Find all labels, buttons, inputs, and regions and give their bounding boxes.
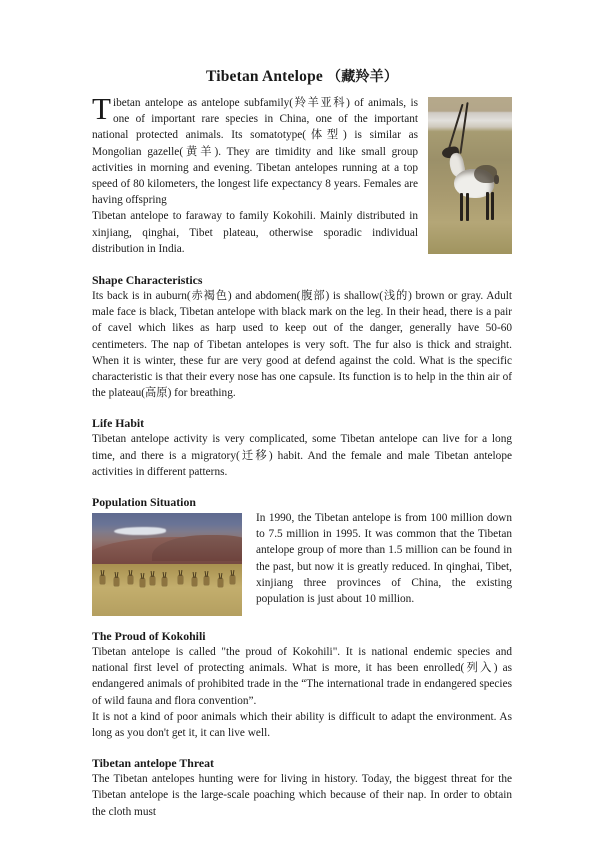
herd-antelope xyxy=(162,577,167,586)
intro-paragraph-2: Tibetan antelope to faraway to family Kokohili. Mainly distributed in xinjiang, qinghai, Tibet plateau, otherwise sporadic individual distribution in India. xyxy=(92,210,418,255)
herd-antelope xyxy=(128,575,133,584)
antelope-leg xyxy=(466,193,469,221)
section-paragraph-population-situation: In 1990, the Tibetan antelope is from 100 million down to 7.5 million in 1995. It was common that the Tibetan antelope group of more than 1.5 million can be found in the past, but now it is greatly reduced. In qinghai, Tibet, xinjiang three provinces of China, the existing population is just about 10 million. xyxy=(256,512,512,606)
herd-antelope xyxy=(230,575,235,584)
herd-antelope xyxy=(114,577,119,586)
section-heading-tibetan-antelope-threat: Tibetan antelope Threat xyxy=(92,756,214,771)
page-title xyxy=(92,66,512,86)
section-paragraph-tibetan-antelope-threat: The Tibetan antelopes hunting were for living in history. Today, the biggest threat for the Tibetan antelope is the large-scale poaching which because of their nap. In order to obtain the cloth must xyxy=(92,773,512,818)
page-title-english: Tibetan Antelope xyxy=(205,68,323,85)
section-paragraph-life-habit: Tibetan antelope activity is very complicated, some Tibetan antelope can live for a long time, and there is a migratory(迁移) habit. And the female and male Tibetan antelope activities in different patterns. xyxy=(92,433,512,478)
herd-antelope xyxy=(100,575,105,584)
herd-antelope xyxy=(140,578,145,587)
section-paragraph-proud-of-kokohili-1: Tibetan antelope is called "the proud of Kokohili". It is national endemic species and national first level of protecting animals. What is more, it has been enrolled(列入) as endangered animals of prohibited trade in the “The international trade in endangered species of wild fauna and flora convention”. xyxy=(92,646,512,707)
herd-antelope xyxy=(150,576,155,585)
snow-patch xyxy=(114,527,166,535)
drop-cap-letter: T xyxy=(92,91,111,126)
antelope-leg xyxy=(460,193,463,221)
section-heading-proud-of-kokohili: The Proud of Kokohili xyxy=(92,629,206,644)
intro-paragraph-1-text: ibetan antelope as antelope subfamily(羚羊亚科) of animals, is one of important rare species in China, one of the important national protected animals. Its somatotype(体型) is similar as Mongolian gazelle(黄羊). They are timidity and like small group activities in morning and evening. Tibetan antelopes running at a top speed of 80 kilometers, the longest life expectancy 8 years. Females are having offspring xyxy=(92,97,418,207)
antelope-tail xyxy=(494,175,499,184)
antelope-leg xyxy=(486,192,489,220)
herd-antelope xyxy=(204,576,209,585)
page-title-chinese: （藏羚羊） xyxy=(327,69,399,85)
herd-antelope xyxy=(218,578,223,587)
section-heading-life-habit: Life Habit xyxy=(92,416,145,431)
herd-antelope xyxy=(178,575,183,584)
population-situation-block xyxy=(92,510,512,618)
herd-antelope xyxy=(192,577,197,586)
section-paragraph-shape-characteristics: Its back is in auburn(赤褐色) and abdomen(腹部) is shallow(浅的) brown or gray. Adult male face is black, Tibetan antelope with black mark on the leg. In their head, there is a pair of cavel which likes as harp used to keep out of the danger, generally have 50-60 centimeters. The nap of Tibetan antelopes is very soft. The fur also is thick and straight. When it is winter, these fur are very good at defend against the cold. What is the specific characteristic is that their every nose has one capsule. Its function is to help in the thin air of the plateau(高原) for breathing. xyxy=(92,290,512,400)
antelope-leg xyxy=(491,192,494,220)
herd-on-plateau-image xyxy=(92,513,242,616)
section-paragraph-proud-of-kokohili-2: It is not a kind of poor animals which their ability is difficult to adapt the environment. As long as you don't get it, it can live well. xyxy=(92,710,512,740)
section-heading-population-situation: Population Situation xyxy=(92,495,196,510)
intro-block xyxy=(92,91,512,258)
section-heading-shape-characteristics: Shape Characteristics xyxy=(92,273,203,287)
antelope-standing-image xyxy=(428,97,512,254)
